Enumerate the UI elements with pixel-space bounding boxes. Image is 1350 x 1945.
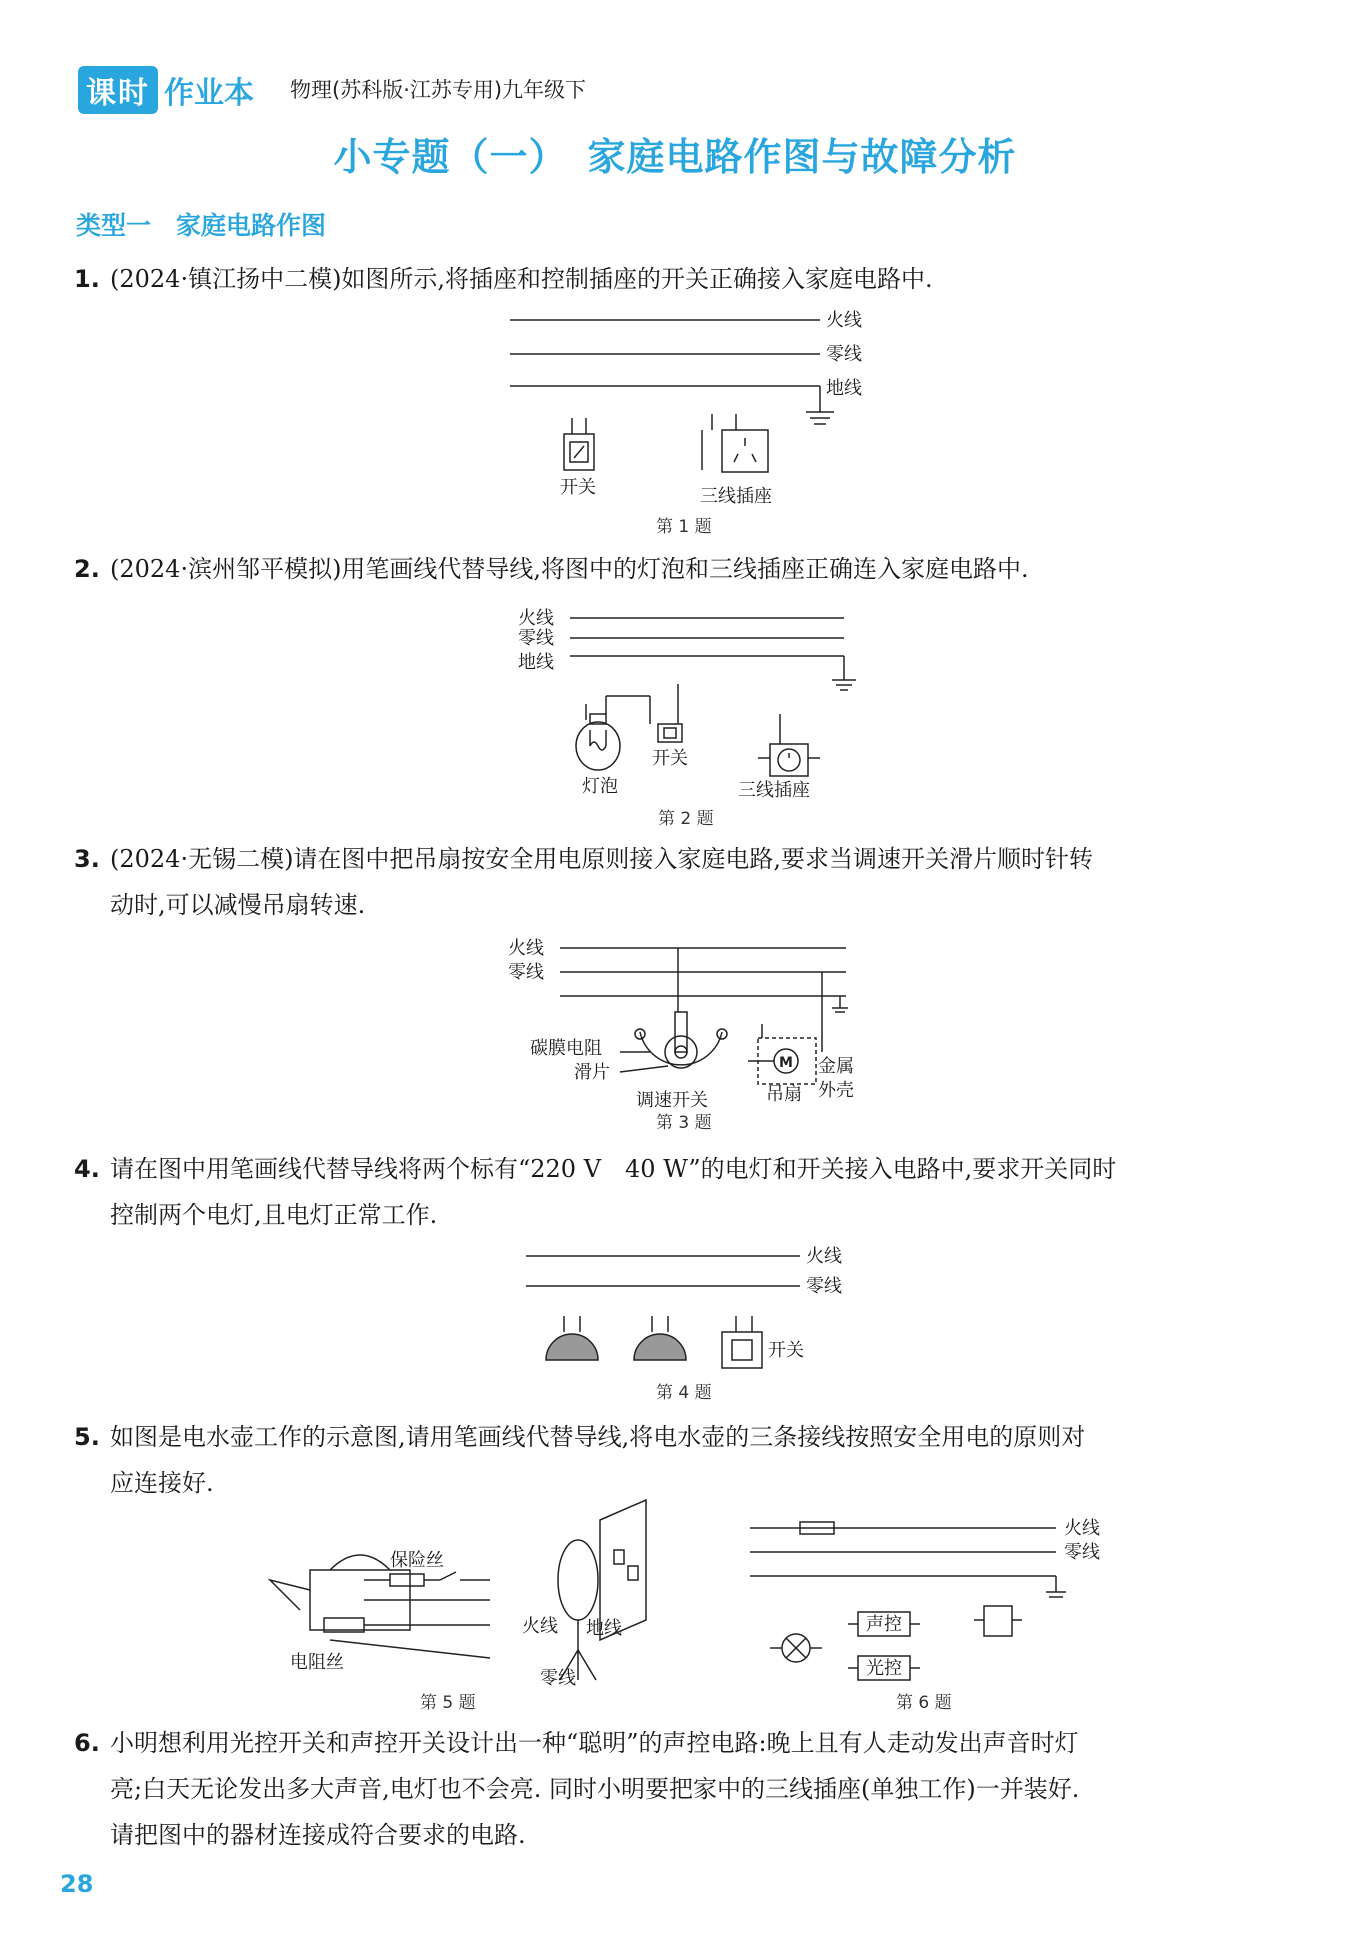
label-neutral: 零线 (826, 344, 862, 365)
label-live: 火线 (522, 1616, 558, 1637)
question-3 (74, 836, 1274, 928)
page-title: 小专题（一） 家庭电路作图与故障分析 (333, 135, 1017, 179)
label-live: 火线 (508, 938, 544, 959)
label-earth: 地线 (586, 1618, 622, 1639)
question-number: 6. (74, 1729, 100, 1757)
caption-6: 第 6 题 (896, 1693, 952, 1713)
caption-4: 第 4 题 (656, 1383, 712, 1403)
question-text: (2024·无锡二模)请在图中把吊扇按安全用电原则接入家庭电路,要求当调速开关滑片顺时针转 (110, 845, 1094, 873)
label-sound: 声控 (866, 1614, 902, 1635)
label-socket: 三线插座 (700, 486, 772, 507)
figure-5 (260, 1500, 660, 1720)
question-number: 4. (74, 1155, 100, 1183)
label-live: 火线 (826, 310, 862, 331)
question-1 (74, 256, 1274, 302)
question-text-line2: 应连接好. (110, 1469, 214, 1497)
caption-1: 第 1 题 (656, 517, 712, 537)
label-neutral: 零线 (518, 628, 554, 649)
caption-2: 第 2 题 (658, 809, 714, 829)
label-socket: 三线插座 (738, 780, 810, 801)
page-number: 28 (60, 1870, 94, 1898)
label-heater: 电阻丝 (290, 1652, 344, 1673)
question-number: 2. (74, 555, 100, 583)
label-bulb: 灯泡 (582, 776, 618, 797)
figure-2 (510, 596, 890, 836)
label-neutral: 零线 (1064, 1542, 1100, 1563)
question-text-line3: 请把图中的器材连接成符合要求的电路. (110, 1821, 526, 1849)
question-6 (74, 1720, 1274, 1858)
label-carbon: 碳膜电阻 (530, 1038, 602, 1059)
section-heading: 类型一 家庭电路作图 (76, 211, 327, 240)
figure-1 (500, 300, 900, 550)
book-subtitle: 物理(苏科版·江苏专用)九年级下 (290, 78, 587, 102)
question-text: 小明想利用光控开关和声控开关设计出一种“聪明”的声控电路:晚上且有人走动发出声音时灯 (110, 1729, 1079, 1757)
question-text: 请在图中用笔画线代替导线将两个标有“220 V 40 W”的电灯和开关接入电路中,要求开关同时 (110, 1155, 1117, 1183)
figure-6 (740, 1500, 1120, 1720)
question-number: 1. (74, 265, 100, 293)
label-fan: 吊扇 (766, 1084, 802, 1105)
label-switch: 开关 (560, 477, 596, 498)
logo-box: 课时 (78, 66, 158, 114)
caption-3: 第 3 题 (656, 1113, 712, 1133)
label-shell: 外壳 (818, 1080, 854, 1101)
label-earth: 地线 (518, 652, 554, 673)
label-switch: 开关 (652, 748, 688, 769)
question-number: 5. (74, 1423, 100, 1451)
question-text-line2: 亮;白天无论发出多大声音,电灯也不会亮. 同时小明要把家中的三线插座(单独工作)一并装好. (110, 1775, 1080, 1803)
question-5 (74, 1414, 1274, 1506)
label-live: 火线 (1064, 1518, 1100, 1539)
label-slider: 滑片 (574, 1062, 610, 1083)
question-text: 如图是电水壶工作的示意图,请用笔画线代替导线,将电水壶的三条接线按照安全用电的原则对 (110, 1423, 1086, 1451)
question-text: (2024·滨州邹平模拟)用笔画线代替导线,将图中的灯泡和三线插座正确连入家庭电路中. (110, 555, 1029, 583)
label-live: 火线 (518, 608, 554, 629)
label-neutral: 零线 (540, 1668, 576, 1689)
question-text-line2: 控制两个电灯,且电灯正常工作. (110, 1201, 438, 1229)
label-switch: 开关 (768, 1340, 804, 1361)
label-speed-switch: 调速开关 (636, 1090, 708, 1111)
figure-3 (500, 932, 900, 1142)
label-live: 火线 (806, 1246, 842, 1267)
label-light: 光控 (866, 1658, 902, 1679)
label-earth: 地线 (826, 378, 862, 399)
question-text: (2024·镇江扬中二模)如图所示,将插座和控制插座的开关正确接入家庭电路中. (110, 265, 933, 293)
label-neutral: 零线 (508, 962, 544, 983)
motor-letter: M (779, 1055, 793, 1071)
header-logo (78, 66, 254, 114)
label-neutral: 零线 (806, 1276, 842, 1297)
label-metal: 金属 (818, 1056, 854, 1077)
label-fuse: 保险丝 (390, 1550, 444, 1571)
logo-text: 作业本 (164, 76, 254, 111)
caption-5: 第 5 题 (420, 1693, 476, 1713)
figure-4 (510, 1240, 880, 1410)
question-text-line2: 动时,可以减慢吊扇转速. (110, 891, 366, 919)
question-number: 3. (74, 845, 100, 873)
question-2 (74, 546, 1274, 592)
question-4 (74, 1146, 1274, 1238)
